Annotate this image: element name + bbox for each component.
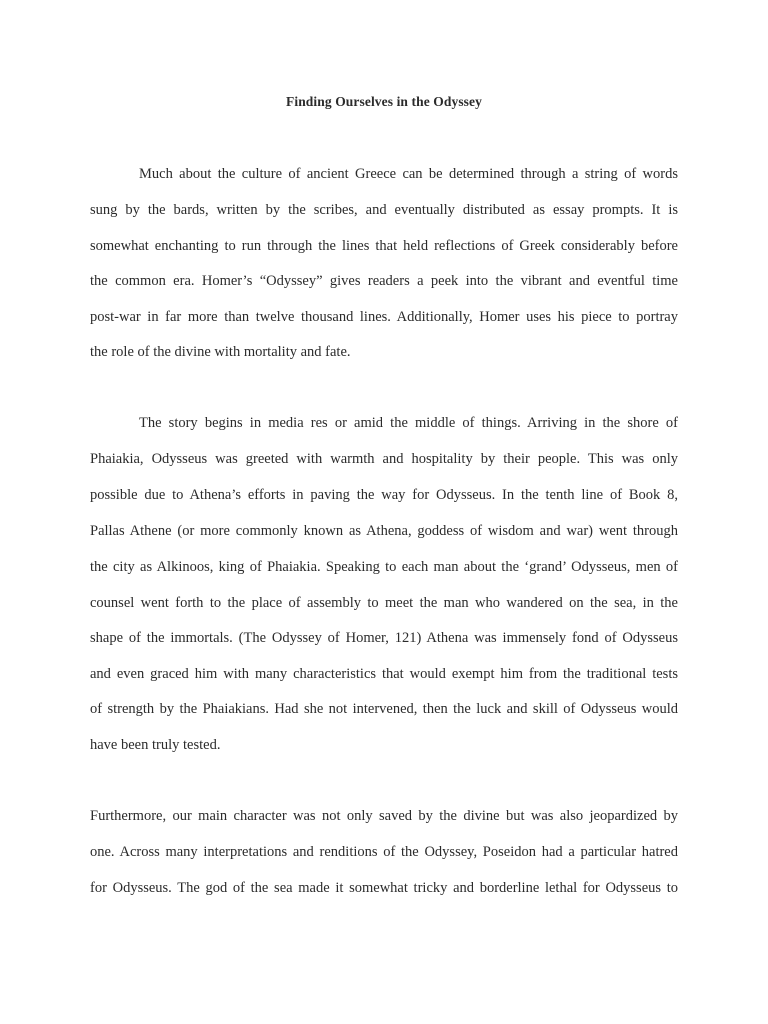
paragraph-line: Furthermore, our main character was not only saved by the divine but was also jeopardized by [90,808,678,824]
paragraph-line: Pallas Athene (or more commonly known as Athena, goddess of wisdom and war) went through [90,523,678,539]
paragraph-line: The story begins in media res or amid the middle of things. Arriving in the shore of [139,415,678,431]
paragraph-line: the city as Alkinoos, king of Phaiakia. Speaking to each man about the ‘grand’ Odysseus, men of [90,559,678,575]
paragraph-line: the common era. Homer’s “Odyssey” gives readers a peek into the vibrant and eventful time [90,273,678,289]
paragraph-line: have been truly tested. [90,737,221,753]
paragraph-line: the role of the divine with mortality and fate. [90,344,351,360]
paragraph-line: sung by the bards, written by the scribes, and eventually distributed as essay prompts. It is [90,202,678,218]
paragraph-line: one. Across many interpretations and renditions of the Odyssey, Poseidon had a particular hatred [90,844,678,860]
document-title: Finding Ourselves in the Odyssey [286,94,482,109]
paragraph-line: possible due to Athena’s efforts in paving the way for Odysseus. In the tenth line of Book 8, [90,487,678,503]
paragraph-line: of strength by the Phaiakians. Had she not intervened, then the luck and skill of Odysseus would [90,701,678,717]
paragraph-line: Phaiakia, Odysseus was greeted with warmth and hospitality by their people. This was only [90,451,678,467]
paragraph-line: and even graced him with many characteristics that would exempt him from the traditional tests [90,666,678,682]
paragraph-line: counsel went forth to the place of assembly to meet the man who wandered on the sea, in the [90,595,678,611]
paragraph-line: post-war in far more than twelve thousand lines. Additionally, Homer uses his piece to portray [90,309,678,325]
paragraph-line: somewhat enchanting to run through the lines that held reflections of Greek considerably before [90,238,678,254]
paragraph-line: shape of the immortals. (The Odyssey of Homer, 121) Athena was immensely fond of Odysseus [90,630,678,646]
paragraph-line: Much about the culture of ancient Greece can be determined through a string of words [139,166,678,182]
paragraph-line: for Odysseus. The god of the sea made it somewhat tricky and borderline lethal for Odysseus to [90,880,678,896]
